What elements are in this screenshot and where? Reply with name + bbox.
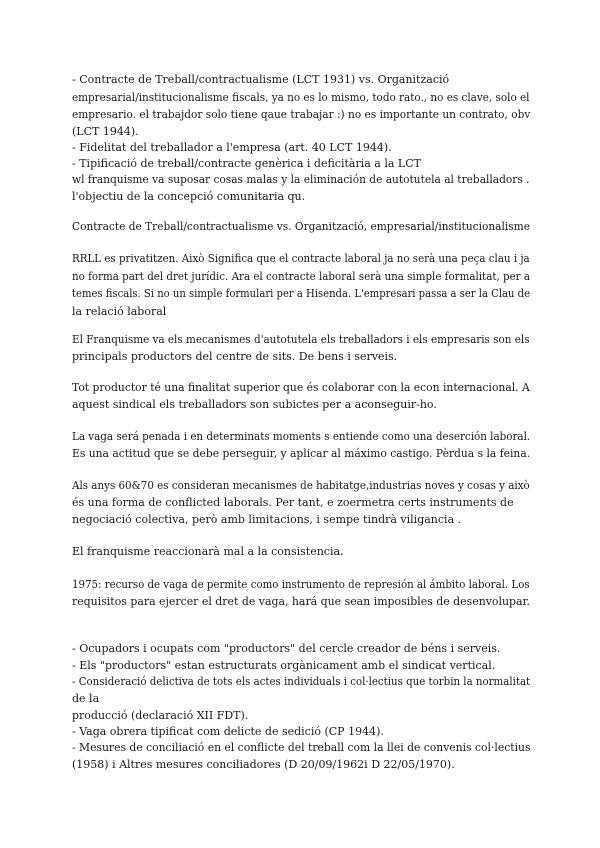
list-item: (1958) i Altres mesures conciliadores (D 20/09/1962i D 22/05/1970). [72, 758, 455, 771]
text-line: El Franquisme va els mecanismes d'autotutela els treballadors i els empresaris son els [72, 333, 530, 346]
text-line: la relació laboral [72, 305, 167, 318]
text-line: l'objectiu de la concepció comunitaria qu. [72, 190, 306, 203]
list-item: - Vaga obrera tipificat com delicte de sedició (CP 1944). [72, 725, 384, 738]
text-line: - Contracte de Treball/contractualisme (LCT 1931) vs. Organització [72, 73, 450, 86]
list-item: - Mesures de conciliació en el conflicte del treball com la llei de convenis col·lectius [72, 741, 531, 754]
list-item: - Els "productors" estan estructurats orgànicament amb el sindicat vertical. [72, 659, 496, 672]
text-line: requisitos para ejercer el dret de vaga, hará que sean imposibles de desenvolupar. [72, 595, 531, 608]
text-line: - Fidelitat del treballador a l'empresa (art. 40 LCT 1944). [72, 141, 392, 154]
text-line: RRLL es privatitzen. Això Significa que el contracte laboral ja no serà una peça clau i ja [72, 252, 530, 265]
text-line: principals productors del centre de sits. De bens i serveis. [72, 350, 398, 363]
text-line: no forma part del dret jurídic. Ara el contracte laboral serà una simple formalitat, per a [72, 270, 530, 283]
text-line: La vaga será penada i en determinats moments s entiende como una deserción laboral. [72, 430, 531, 443]
text-line: aquest sindical els treballadors son subictes per a aconseguir-ho. [72, 398, 437, 411]
list-item: - Ocupadors i ocupats com "productors" del cercle creador de béns i serveis. [72, 642, 501, 655]
text-line: - Tipificació de treball/contracte genèrica i deficitària a la LCT [72, 157, 421, 170]
text-line: empresario. el trabajdor solo tiene qaue trabajar :) no es importante un contrato, obv [72, 108, 531, 121]
text-line: temes fiscals. Si no un simple formulari per a Hisenda. L'empresari passa a ser la Clau de [72, 287, 531, 300]
list-item: de la [72, 692, 100, 705]
text-line: (LCT 1944). [72, 125, 139, 138]
text-line: empresarial/institucionalisme fiscals, ya no es lo mismo, todo rato., no es clave, solo el [72, 91, 530, 104]
text-line: 1975: recurso de vaga de permite como instrumento de represión al ámbito laboral. Los [72, 578, 530, 591]
text-line: negociació colectiva, però amb limitacions, i sempe tindrà viligancia . [72, 513, 462, 526]
text-line: El franquisme reaccionarà mal a la consistencia. [72, 545, 344, 558]
text-line: Es una actitud que se debe perseguir, y aplicar al máximo castigo. Pèrdua s la feina. [72, 447, 531, 460]
section-heading: Contracte de Treball/contractualisme vs. Organització, empresarial/institucionalisme [72, 220, 530, 233]
list-item: - Consideració delictiva de tots els actes individuals i col·lectius que torbin la normalitat [72, 675, 531, 688]
text-line: Tot productor té una finalitat superior que és colaborar con la econ internacional. A [72, 381, 530, 394]
text-line: és una forma de conflicted laborals. Per tant, e zoermetra certs instruments de [72, 496, 514, 509]
text-line: wl franquisme va suposar cosas malas y la eliminación de autotutela al treballadors . [72, 173, 530, 186]
list-item: producció (declaració XII FDT). [72, 709, 249, 722]
text-line: Als anys 60&70 es consideran mecanismes de habitatge,industrias noves y cosas y això [72, 479, 530, 492]
